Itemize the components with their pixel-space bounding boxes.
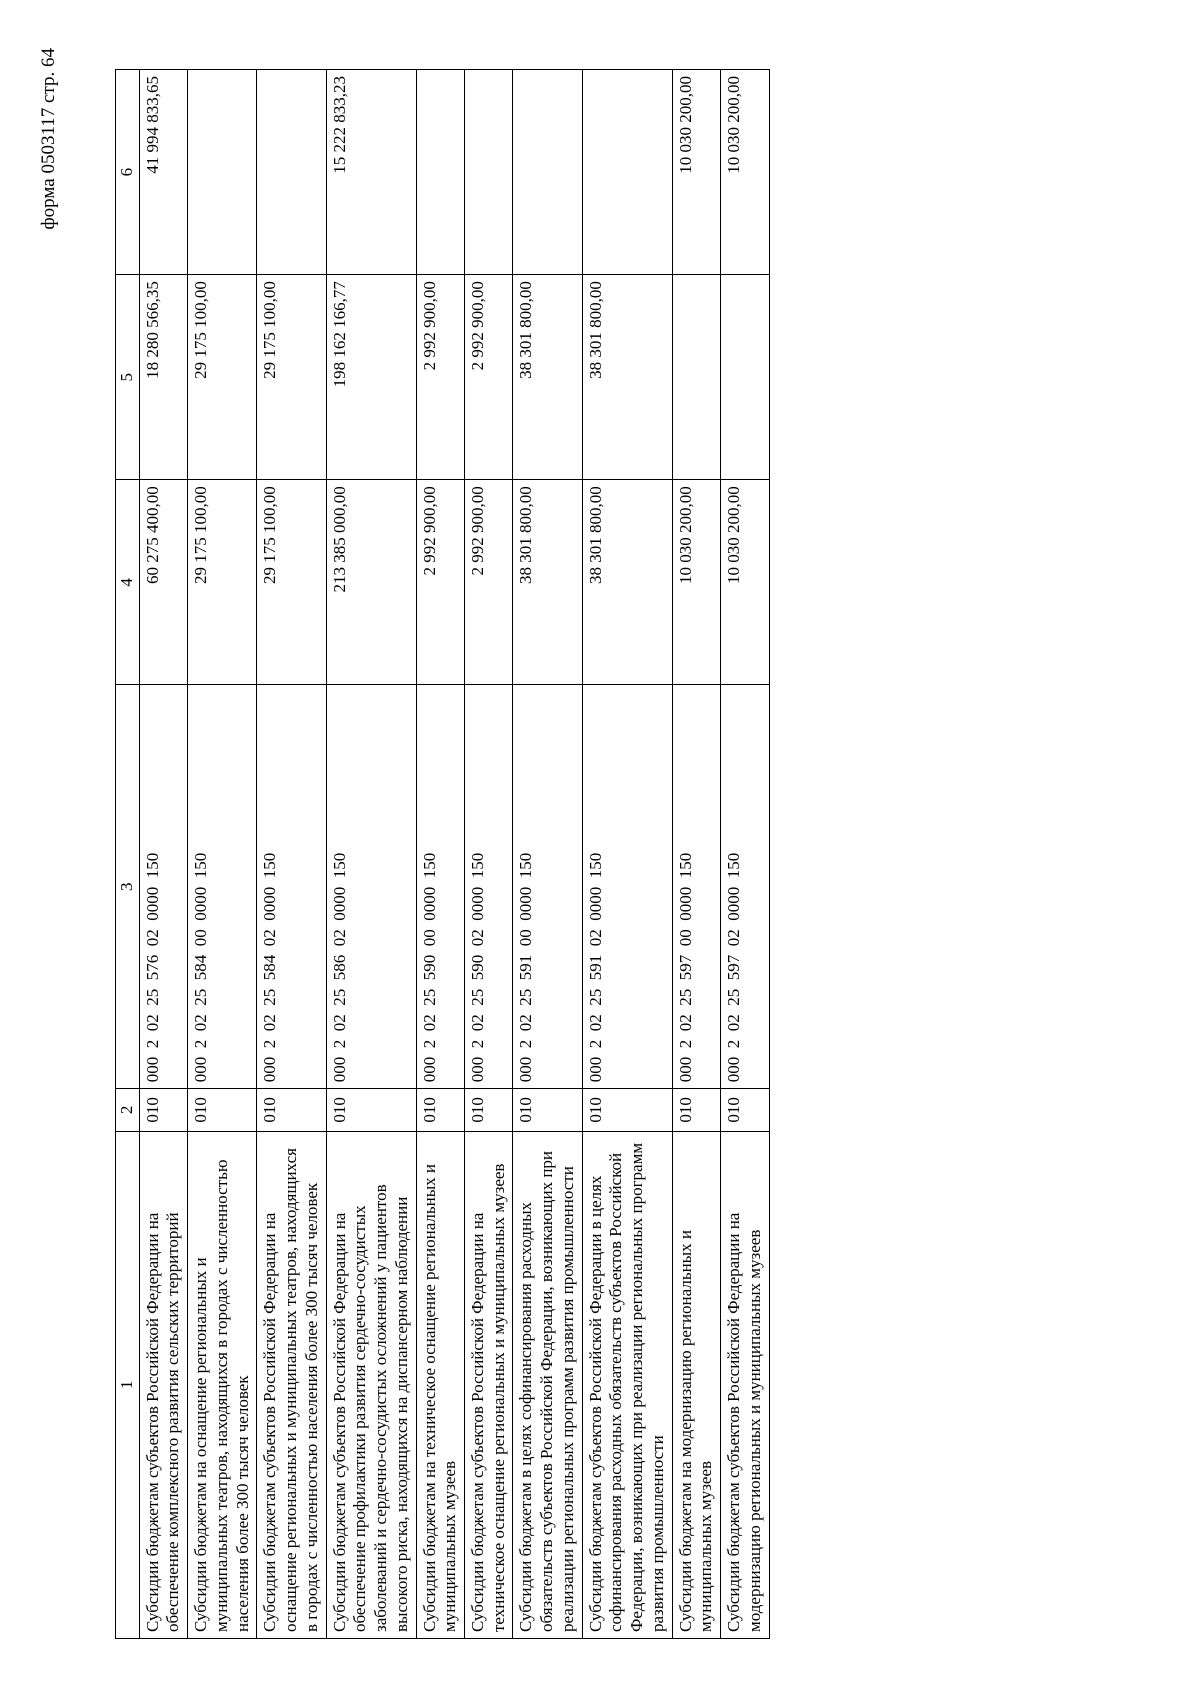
row-unexecuted-amount-cell — [188, 70, 257, 275]
budget-execution-table — [115, 69, 770, 1639]
row-line-code-cell: 010 — [326, 1089, 416, 1131]
header-cell-6: 6 — [116, 70, 140, 275]
row-budget-code-cell: 000 2 02 25 591 02 0000 150 — [582, 685, 672, 1089]
row-unexecuted-amount-cell: 10 030 200,00 — [672, 70, 720, 275]
row-budget-code-cell: 000 2 02 25 584 02 0000 150 — [257, 685, 326, 1089]
table-row — [721, 70, 769, 1639]
row-approved-amount-cell: 10 030 200,00 — [721, 480, 769, 685]
row-name-cell: Субсидии бюджетам на техническое оснащение региональных и муниципальных музеев — [416, 1131, 464, 1638]
row-executed-amount-cell: 29 175 100,00 — [188, 275, 257, 480]
table-row — [672, 70, 720, 1639]
row-budget-code-cell: 000 2 02 25 591 00 0000 150 — [513, 685, 582, 1089]
row-name-cell: Субсидии бюджетам субъектов Российской Федерации на обеспечение комплексного развития сельских территорий — [139, 1131, 187, 1638]
row-line-code-cell: 010 — [257, 1089, 326, 1131]
row-line-code-cell: 010 — [721, 1089, 769, 1131]
row-line-code-cell: 010 — [188, 1089, 257, 1131]
row-unexecuted-amount-cell: 10 030 200,00 — [721, 70, 769, 275]
row-executed-amount-cell: 2 992 900,00 — [465, 275, 513, 480]
row-executed-amount-cell: 38 301 800,00 — [513, 275, 582, 480]
table-body — [139, 70, 769, 1639]
row-unexecuted-amount-cell: 41 994 833,65 — [139, 70, 187, 275]
table-row — [582, 70, 672, 1639]
table-row — [188, 70, 257, 1639]
row-unexecuted-amount-cell: 15 222 833,23 — [326, 70, 416, 275]
row-budget-code-cell: 000 2 02 25 590 02 0000 150 — [465, 685, 513, 1089]
row-unexecuted-amount-cell — [465, 70, 513, 275]
form-page-label: форма 0503117 стр. 64 — [38, 48, 59, 230]
table-row — [465, 70, 513, 1639]
row-approved-amount-cell: 38 301 800,00 — [582, 480, 672, 685]
row-executed-amount-cell — [721, 275, 769, 480]
table-header-row — [116, 70, 140, 1639]
row-approved-amount-cell: 213 385 000,00 — [326, 480, 416, 685]
row-approved-amount-cell: 60 275 400,00 — [139, 480, 187, 685]
row-executed-amount-cell: 198 162 166,77 — [326, 275, 416, 480]
row-line-code-cell: 010 — [465, 1089, 513, 1131]
row-name-cell: Субсидии бюджетам субъектов Российской Федерации на оснащение региональных и муниципальных театров, находящихся в городах с численностью населения более 300 тысяч человек — [257, 1131, 326, 1638]
header-cell-1: 1 — [116, 1131, 140, 1638]
row-executed-amount-cell: 29 175 100,00 — [257, 275, 326, 480]
table-row — [139, 70, 187, 1639]
row-line-code-cell: 010 — [582, 1089, 672, 1131]
row-executed-amount-cell: 2 992 900,00 — [416, 275, 464, 480]
header-cell-2: 2 — [116, 1089, 140, 1131]
row-name-cell: Субсидии бюджетам субъектов Российской Федерации в целях софинансирования расходных обязательств субъектов Российской Федерации, возникающих при реализации региональных программ развития промышленности — [582, 1131, 672, 1638]
row-name-cell: Субсидии бюджетам на оснащение региональных и муниципальных театров, находящихся в городах с численностью населения более 300 тысяч человек — [188, 1131, 257, 1638]
table-row — [326, 70, 416, 1639]
row-line-code-cell: 010 — [672, 1089, 720, 1131]
row-name-cell: Субсидии бюджетам субъектов Российской Федерации на модернизацию региональных и муниципальных музеев — [721, 1131, 769, 1638]
row-unexecuted-amount-cell — [513, 70, 582, 275]
row-budget-code-cell: 000 2 02 25 597 02 0000 150 — [721, 685, 769, 1089]
row-executed-amount-cell: 38 301 800,00 — [582, 275, 672, 480]
row-budget-code-cell: 000 2 02 25 590 00 0000 150 — [416, 685, 464, 1089]
row-unexecuted-amount-cell — [416, 70, 464, 275]
row-executed-amount-cell — [672, 275, 720, 480]
row-approved-amount-cell: 10 030 200,00 — [672, 480, 720, 685]
row-unexecuted-amount-cell — [582, 70, 672, 275]
row-approved-amount-cell: 38 301 800,00 — [513, 480, 582, 685]
row-approved-amount-cell: 29 175 100,00 — [188, 480, 257, 685]
row-name-cell: Субсидии бюджетам на модернизацию региональных и муниципальных музеев — [672, 1131, 720, 1638]
header-cell-5: 5 — [116, 275, 140, 480]
row-name-cell: Субсидии бюджетам субъектов Российской Федерации на техническое оснащение региональных и муниципальных музеев — [465, 1131, 513, 1638]
table-row — [416, 70, 464, 1639]
table-row — [513, 70, 582, 1639]
row-name-cell: Субсидии бюджетам в целях софинансирования расходных обязательств субъектов Российской Федерации, возникающих при реализации региональных программ развития промышленности — [513, 1131, 582, 1638]
row-budget-code-cell: 000 2 02 25 576 02 0000 150 — [139, 685, 187, 1089]
header-cell-3: 3 — [116, 685, 140, 1089]
row-approved-amount-cell: 2 992 900,00 — [416, 480, 464, 685]
row-executed-amount-cell: 18 280 566,35 — [139, 275, 187, 480]
row-unexecuted-amount-cell — [257, 70, 326, 275]
row-approved-amount-cell: 29 175 100,00 — [257, 480, 326, 685]
row-budget-code-cell: 000 2 02 25 586 02 0000 150 — [326, 685, 416, 1089]
row-line-code-cell: 010 — [513, 1089, 582, 1131]
row-line-code-cell: 010 — [139, 1089, 187, 1131]
table-row — [257, 70, 326, 1639]
row-name-cell: Субсидии бюджетам субъектов Российской Федерации на обеспечение профилактики развития сердечно-сосудистых заболеваний и сердечно-сосудистых осложнений у пациентов высокого риска, находящихся на диспансерном наблюдении — [326, 1131, 416, 1638]
row-approved-amount-cell: 2 992 900,00 — [465, 480, 513, 685]
row-budget-code-cell: 000 2 02 25 597 00 0000 150 — [672, 685, 720, 1089]
header-cell-4: 4 — [116, 480, 140, 685]
row-budget-code-cell: 000 2 02 25 584 00 0000 150 — [188, 685, 257, 1089]
row-line-code-cell: 010 — [416, 1089, 464, 1131]
